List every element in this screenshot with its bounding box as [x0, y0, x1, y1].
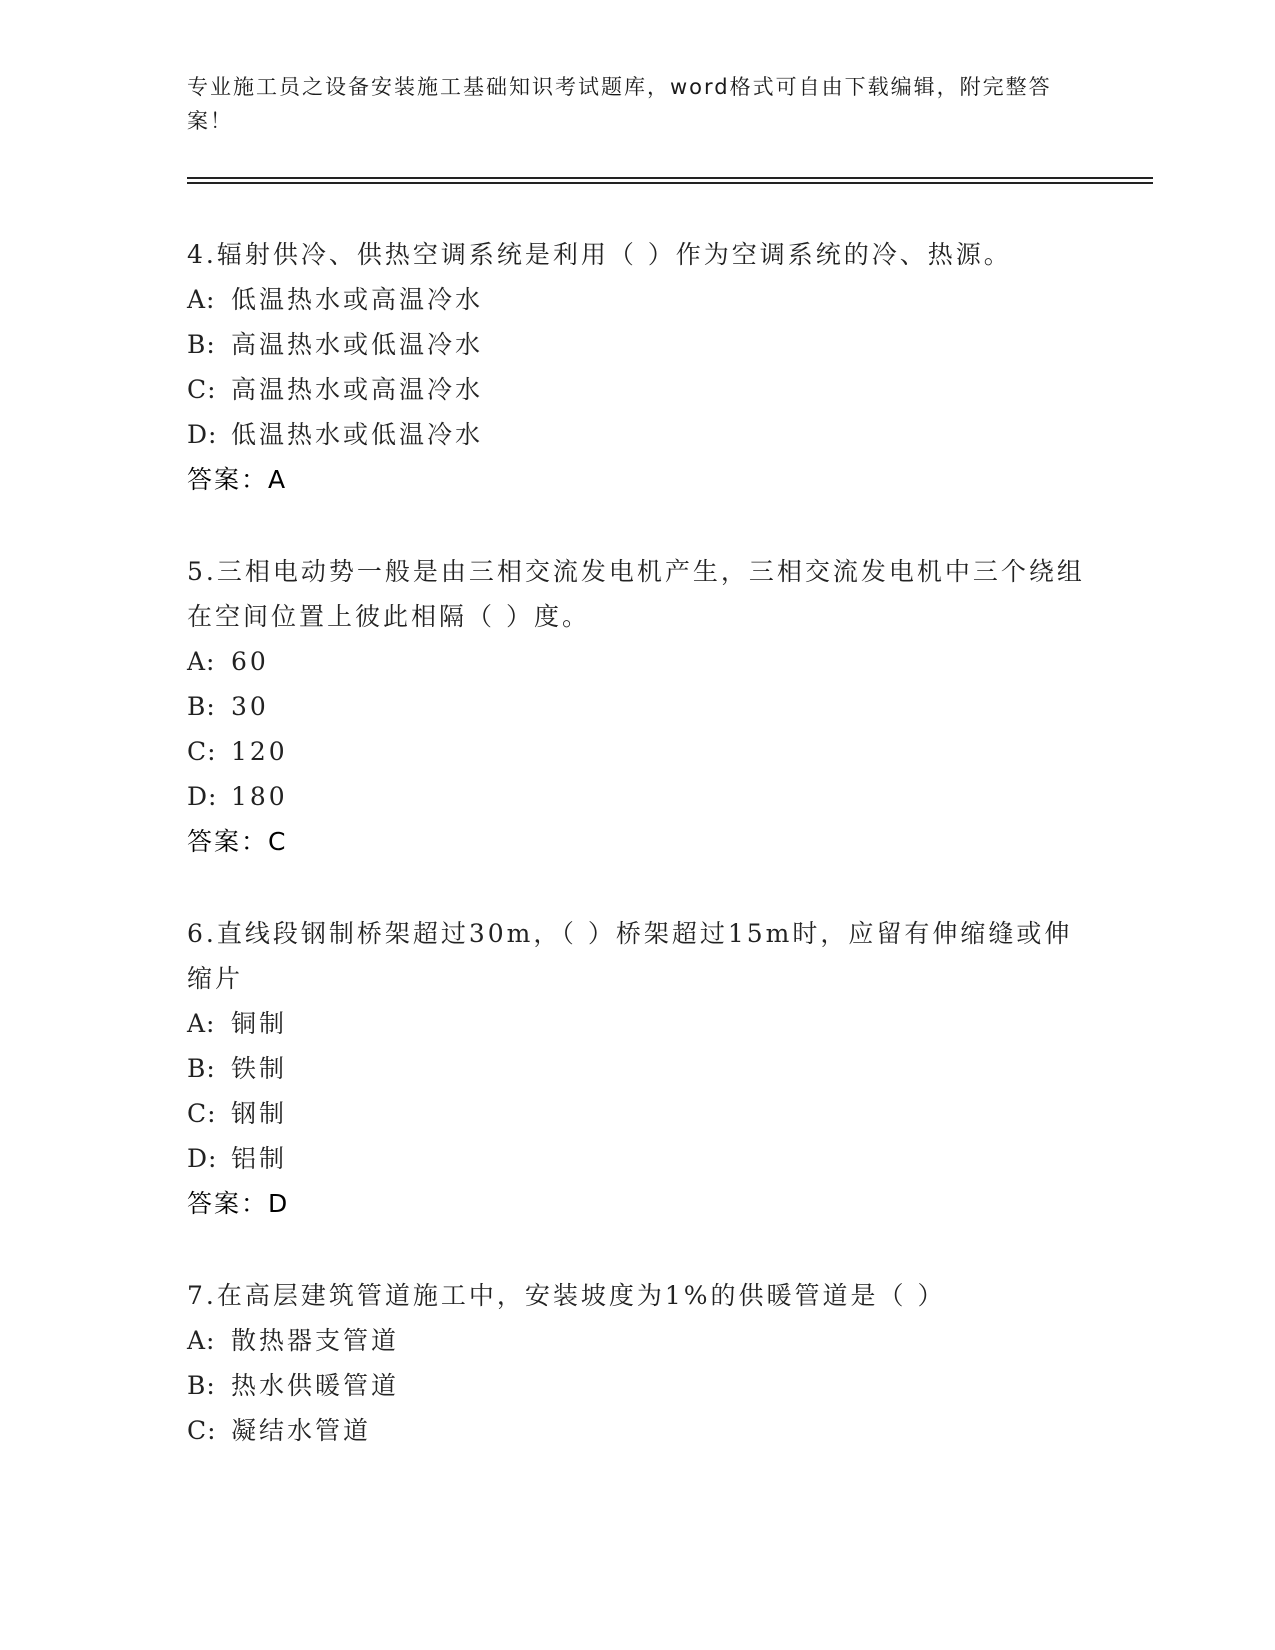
- option-letter: B:: [187, 1371, 216, 1400]
- option-letter: A:: [187, 1326, 216, 1355]
- option-text: 铝制: [231, 1144, 288, 1173]
- option-letter: B:: [187, 1054, 216, 1083]
- question-stem: 7.在高层建筑管道施工中，安装坡度为1%的供暖管道是（ ）: [187, 1281, 946, 1310]
- question-7: [187, 1273, 1087, 1453]
- option-letter: B:: [187, 692, 216, 721]
- header-divider-bottom: [187, 182, 1153, 184]
- option-a: [187, 1001, 1087, 1046]
- option-text: 180: [231, 782, 288, 811]
- option-text: 60: [231, 647, 269, 676]
- question-stem: 5.三相电动势一般是由三相交流发电机产生，三相交流发电机中三个绕组在空间位置上彼此相隔（ ）度。: [187, 557, 1085, 631]
- option-text: 低温热水或高温冷水: [231, 285, 484, 314]
- question-4: [187, 232, 1087, 502]
- option-text: 散热器支管道: [231, 1326, 400, 1355]
- option-d: [187, 1136, 1087, 1181]
- answer-line: 答案：D: [187, 1189, 290, 1218]
- option-letter: D:: [187, 420, 218, 449]
- option-b: [187, 684, 1087, 729]
- option-b: [187, 1046, 1087, 1091]
- option-d: [187, 774, 1087, 819]
- option-text: 铁制: [231, 1054, 288, 1083]
- option-letter: A:: [187, 647, 216, 676]
- option-text: 钢制: [231, 1099, 288, 1128]
- question-5: [187, 549, 1087, 864]
- option-letter: C:: [187, 1099, 217, 1128]
- option-text: 高温热水或低温冷水: [231, 330, 484, 359]
- question-stem: 4.辐射供冷、供热空调系统是利用（ ）作为空调系统的冷、热源。: [187, 240, 1012, 269]
- option-letter: D:: [187, 1144, 218, 1173]
- option-letter: B:: [187, 330, 216, 359]
- option-text: 低温热水或低温冷水: [231, 420, 484, 449]
- option-letter: A:: [187, 1009, 216, 1038]
- option-c: [187, 1091, 1087, 1136]
- option-text: 120: [231, 737, 288, 766]
- option-text: 高温热水或高温冷水: [231, 375, 484, 404]
- option-letter: D:: [187, 782, 218, 811]
- option-c: [187, 367, 1087, 412]
- option-letter: C:: [187, 375, 217, 404]
- option-letter: C:: [187, 1416, 217, 1445]
- option-a: [187, 277, 1087, 322]
- question-6: [187, 911, 1087, 1226]
- answer-line: 答案：A: [187, 465, 288, 494]
- question-list: [187, 232, 1087, 1500]
- option-b: [187, 1363, 1087, 1408]
- option-text: 热水供暖管道: [231, 1371, 400, 1400]
- option-a: [187, 639, 1087, 684]
- option-letter: C:: [187, 737, 217, 766]
- document-header: 专业施工员之设备安装施工基础知识考试题库，word格式可自由下载编辑，附完整答案！: [187, 75, 1052, 133]
- option-text: 30: [231, 692, 269, 721]
- answer-line: 答案：C: [187, 827, 288, 856]
- question-stem: 6.直线段钢制桥架超过30m，（ ）桥架超过15m时，应留有伸缩缝或伸缩片: [187, 919, 1073, 993]
- option-c: [187, 729, 1087, 774]
- option-text: 凝结水管道: [231, 1416, 372, 1445]
- header-divider-top: [187, 177, 1153, 179]
- option-c: [187, 1408, 1087, 1453]
- option-b: [187, 322, 1087, 367]
- option-a: [187, 1318, 1087, 1363]
- option-text: 铜制: [231, 1009, 288, 1038]
- option-d: [187, 412, 1087, 457]
- option-letter: A:: [187, 285, 216, 314]
